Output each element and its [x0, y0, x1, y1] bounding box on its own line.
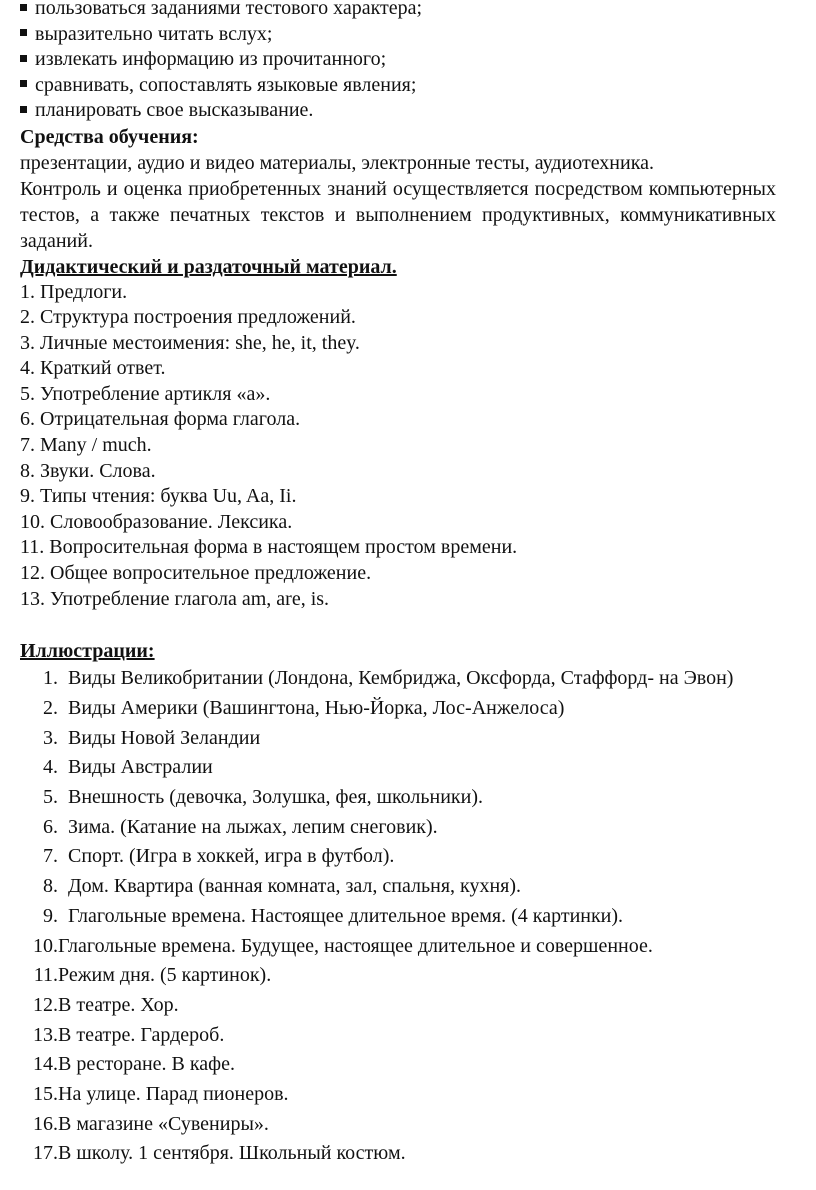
item-number: 17. — [33, 1142, 58, 1165]
list-item: 4. Краткий ответ. — [20, 357, 166, 380]
list-item — [20, 842, 776, 872]
square-bullet-icon — [20, 80, 27, 87]
list-item — [20, 664, 776, 694]
list-item: 2. Структура построения предложений. — [20, 306, 356, 329]
list-item — [20, 1021, 776, 1051]
square-bullet-icon — [20, 55, 27, 62]
item-text: Внешность (девочка, Золушка, фея, школьники). — [68, 786, 483, 809]
item-text: Виды Новой Зеландии — [68, 726, 261, 749]
item-text: Глагольные времена. Настоящее длительное время. (4 картинки). — [68, 904, 624, 927]
list-item: 11. Вопросительная форма в настоящем простом времени. — [20, 536, 518, 559]
item-text: В школу. 1 сентября. Школьный костюм. — [58, 1142, 406, 1165]
list-item — [20, 1110, 776, 1140]
item-text: Виды Австралии — [68, 756, 213, 779]
didactic-list — [20, 280, 776, 613]
list-item — [20, 932, 776, 962]
list-item — [20, 1139, 776, 1169]
list-item: 3. Личные местоимения: she, he, it, they. — [20, 331, 360, 354]
list-item — [20, 1080, 776, 1110]
item-text: В театре. Гардероб. — [58, 1023, 225, 1046]
item-text: В ресторане. В кафе. — [58, 1053, 235, 1076]
item-text: Дом. Квартира (ванная комната, зал, спальня, кухня). — [68, 875, 522, 898]
item-text: Режим дня. (5 картинок). — [58, 964, 272, 987]
item-number: 6. — [43, 815, 58, 838]
square-bullet-icon — [20, 4, 27, 11]
item-text: Спорт. (Игра в хоккей, игра в футбол). — [68, 845, 395, 868]
bullet-item: извлекать информацию из прочитанного; — [20, 47, 776, 73]
item-number: 10. — [33, 934, 58, 957]
item-number: 7. — [43, 845, 58, 868]
bullet-item: пользоваться заданиями тестового характера; — [20, 0, 776, 22]
item-number: 3. — [43, 726, 58, 749]
list-item: 5. Употребление артикля «а». — [20, 382, 271, 405]
item-text: В театре. Хор. — [58, 993, 179, 1016]
item-text: Зима. (Катание на лыжах, лепим снеговик). — [68, 815, 438, 838]
list-item: 9. Типы чтения: буква Uu, Aa, Ii. — [20, 485, 297, 508]
item-number: 8. — [43, 875, 58, 898]
item-number: 16. — [33, 1112, 58, 1135]
control-text: Контроль и оценка приобретенных знаний осуществляется посредством компьютерных тестов, а также печатных текстов и выполнением продуктивных, коммуникативных заданий. — [20, 177, 776, 252]
item-number: 11. — [33, 964, 58, 987]
item-text: Виды Великобритании (Лондона, Кембриджа, Оксфорда, Стаффорд- на Эвон) — [68, 667, 734, 690]
list-item: 1. Предлоги. — [20, 280, 128, 303]
list-item — [20, 1050, 776, 1080]
item-text: На улице. Парад пионеров. — [58, 1083, 289, 1106]
item-number: 14. — [33, 1053, 58, 1076]
item-text: Виды Америки (Вашингтона, Нью-Йорка, Лос-Анжелоса) — [68, 696, 565, 719]
list-item: 8. Звуки. Слова. — [20, 459, 156, 482]
didactic-heading: Дидактический и раздаточный материал. — [20, 255, 397, 278]
list-item — [20, 724, 776, 754]
list-item — [20, 694, 776, 724]
document-page — [20, 0, 776, 1169]
bullet-item: сравнивать, сопоставлять языковые явления; — [20, 73, 776, 99]
list-item — [20, 783, 776, 813]
list-item: 12. Общее вопросительное предложение. — [20, 562, 372, 585]
item-number: 13. — [33, 1023, 58, 1046]
item-text: Глагольные времена. Будущее, настоящее длительное и совершенное. — [58, 934, 653, 957]
item-text: В магазине «Сувениры». — [58, 1112, 269, 1135]
list-item — [20, 813, 776, 843]
list-item: 13. Употребление глагола am, are, is. — [20, 587, 330, 610]
list-item — [20, 753, 776, 783]
list-item: 10. Словообразование. Лексика. — [20, 510, 293, 533]
bullet-item: планировать свое высказывание. — [20, 98, 776, 124]
item-number: 2. — [43, 696, 58, 719]
square-bullet-icon — [20, 106, 27, 113]
list-item — [20, 902, 776, 932]
illustrations-heading: Иллюстрации: — [20, 640, 155, 663]
list-item — [20, 961, 776, 991]
item-number: 15. — [33, 1083, 58, 1106]
item-number: 5. — [43, 786, 58, 809]
item-number: 12. — [33, 993, 58, 1016]
illustrations-list — [20, 664, 776, 1169]
list-item — [20, 991, 776, 1021]
blank-line — [20, 612, 776, 638]
item-number: 9. — [43, 904, 58, 927]
means-text: презентации, аудио и видео материалы, электронные тесты, аудиотехника. — [20, 151, 655, 174]
list-item: 7. Many / much. — [20, 434, 152, 457]
skills-bullet-list — [20, 0, 776, 124]
list-item — [20, 872, 776, 902]
item-number: 4. — [43, 756, 58, 779]
item-number: 1. — [43, 667, 58, 690]
list-item: 6. Отрицательная форма глагола. — [20, 408, 301, 431]
means-heading: Средства обучения: — [20, 125, 199, 148]
bullet-item: выразительно читать вслух; — [20, 22, 776, 48]
square-bullet-icon — [20, 29, 27, 36]
